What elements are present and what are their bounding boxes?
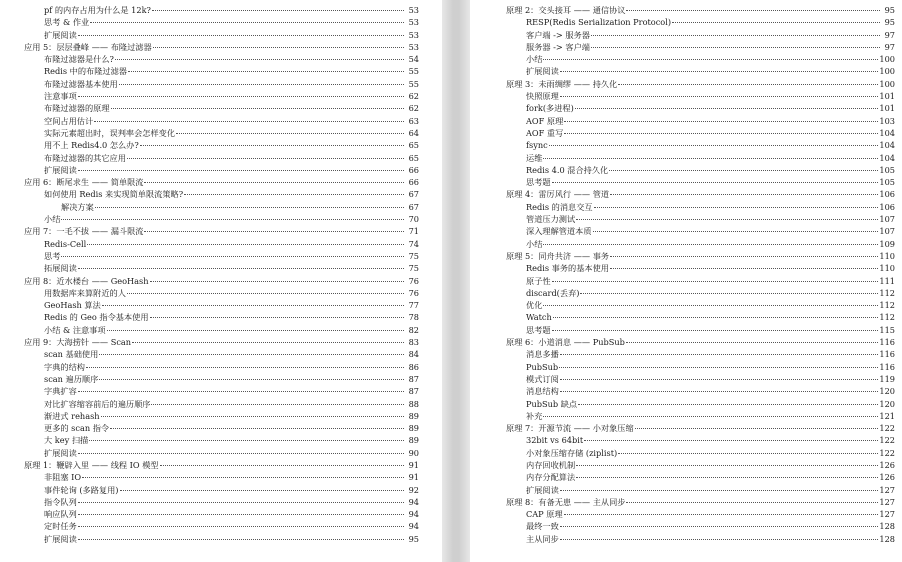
toc-entry-title: 扩展阅读	[44, 164, 77, 175]
toc-entry-title: 注意事项	[44, 91, 77, 102]
toc-page-number: 92	[408, 484, 419, 495]
toc-entry-title: 小结	[526, 54, 543, 65]
toc-dot-leader	[591, 39, 880, 48]
toc-page-number: 53	[408, 17, 419, 28]
toc-entry-title: 消息多播	[526, 349, 559, 360]
toc-page-number: 116	[879, 349, 895, 360]
toc-page-number: 126	[879, 472, 895, 483]
toc-page-number: 76	[408, 275, 419, 286]
right-page	[470, 0, 902, 562]
toc-entry-title: 应用 5：层层叠峰 —— 布隆过滤器	[24, 41, 152, 52]
toc-entry-title: 布隆过滤器的其它应用	[44, 152, 126, 163]
toc-page-number: 75	[408, 263, 419, 274]
toc-dot-leader	[152, 2, 404, 11]
toc-page-number: 116	[879, 361, 895, 372]
toc-page-number: 94	[408, 496, 419, 507]
toc-entry-title: 消息结构	[526, 386, 559, 397]
toc-page-number: 104	[879, 140, 895, 151]
left-page	[0, 0, 442, 562]
toc-page-number: 101	[879, 103, 895, 114]
toc-dot-leader	[115, 51, 404, 60]
toc-entry-title: 原理 7：开源节流 —— 小对象压缩	[506, 423, 634, 434]
toc-entry-title: 如何使用 Redis 来实现简单限流策略?	[44, 189, 184, 200]
toc-dot-leader	[672, 14, 880, 23]
toc-dot-leader	[635, 420, 879, 429]
toc-page-number: 104	[879, 152, 895, 163]
toc-page-number: 100	[879, 54, 895, 65]
toc-dot-leader	[107, 322, 404, 331]
toc-page-number: 109	[879, 238, 895, 249]
toc-page-number: 105	[879, 164, 895, 175]
toc-entry-title: Watch	[526, 312, 552, 323]
toc-dot-leader	[543, 297, 878, 306]
toc-dot-leader	[553, 309, 879, 318]
toc-page-number: 83	[408, 337, 419, 348]
toc-page-number: 89	[408, 423, 419, 434]
toc-page-number: 66	[408, 164, 419, 175]
toc-entry-title: 原理 1：鞭辟入里 —— 线程 IO 模型	[24, 459, 159, 470]
toc-entry-title: 更多的 scan 指令	[44, 423, 110, 434]
toc-entry-title: 思考	[44, 250, 61, 261]
toc-page-number: 100	[879, 66, 895, 77]
toc-entry-title: Redis 中的布隆过滤器	[44, 66, 127, 77]
toc-dot-leader	[119, 76, 404, 85]
toc-entry-title: AOF 重写	[526, 127, 564, 138]
toc-entry-title: 应用 7：一毛不拔 —— 漏斗限流	[24, 226, 144, 237]
toc-entry-title: 非阻塞 IO	[44, 472, 82, 483]
toc-page-number: 78	[408, 312, 419, 323]
toc-dot-leader	[110, 420, 404, 429]
toc-dot-leader	[90, 14, 404, 23]
toc-entry-title: 大 key 扫描	[44, 435, 89, 446]
toc-page-number: 62	[408, 91, 419, 102]
toc-entry-title: 扩展阅读	[526, 484, 559, 495]
toc-entry-title: Redis 的 Geo 指令基本使用	[44, 312, 149, 323]
toc-page-number: 88	[408, 398, 419, 409]
toc-entry-title: 运维	[526, 152, 543, 163]
toc-page-number: 127	[879, 496, 895, 507]
toc-entry-title: 布隆过滤器基本使用	[44, 78, 118, 89]
toc-page-number: 89	[408, 410, 419, 421]
toc-entry-title: 原理 8：有备无患 —— 主从同步	[506, 496, 626, 507]
toc-entry-title: 扩展阅读	[44, 447, 77, 458]
toc-page-number: 91	[408, 472, 419, 483]
toc-entry-title: 思考题	[526, 324, 551, 335]
toc-entry-title: pf 的内存占用为什么是 12k?	[44, 5, 151, 15]
toc-dot-leader	[560, 371, 879, 380]
toc-dot-leader	[127, 285, 404, 294]
toc-dot-leader	[543, 150, 878, 159]
toc-page-number: 112	[879, 300, 895, 311]
toc-page-number: 63	[408, 115, 419, 126]
toc-dot-leader	[99, 346, 404, 355]
toc-dot-leader	[626, 2, 880, 11]
toc-dot-leader	[78, 162, 404, 171]
toc-dot-leader	[584, 432, 878, 441]
toc-entry-title: 32bit vs 64bit	[526, 435, 584, 446]
toc-entry-title: discard(丢弃)	[526, 287, 580, 298]
toc-entry-title: 布隆过滤器的原理	[44, 103, 110, 114]
toc-page-number: 128	[879, 533, 895, 544]
toc-dot-leader	[78, 383, 404, 392]
toc-entry-title: PubSub	[526, 361, 559, 372]
toc-dot-leader	[576, 457, 878, 466]
toc-entry-title: 用数据库来算附近的人	[44, 287, 126, 298]
toc-dot-leader	[86, 359, 404, 368]
toc-section-entry[interactable]	[506, 533, 895, 545]
toc-page-number: 112	[879, 312, 895, 323]
toc-entry-title: GeoHash 算法	[44, 300, 101, 311]
toc-dot-leader	[626, 334, 879, 343]
toc-dot-leader	[144, 174, 404, 183]
toc-dot-leader	[576, 469, 878, 478]
toc-dot-leader	[591, 27, 880, 36]
toc-page-number: 97	[884, 41, 895, 52]
toc-dot-leader	[160, 457, 404, 466]
toc-page-number: 53	[408, 5, 419, 15]
toc-dot-leader	[127, 150, 404, 159]
toc-page-number: 65	[408, 152, 419, 163]
toc-entry-title: 快照原理	[526, 91, 559, 102]
toc-page-number: 106	[879, 201, 895, 212]
toc-entry-title: 深入理解管道本质	[526, 226, 592, 237]
toc-entry-title: 小结	[44, 214, 61, 225]
toc-page-number: 53	[408, 29, 419, 40]
toc-entry-title: CAP 原理	[526, 509, 563, 520]
toc-entry-title: Redis 4.0 混合持久化	[526, 164, 609, 175]
toc-page-number: 110	[879, 263, 895, 274]
toc-page-number: 67	[408, 189, 419, 200]
toc-dot-leader	[144, 223, 404, 232]
toc-dot-leader	[560, 531, 879, 540]
toc-page-number: 100	[879, 78, 895, 89]
toc-dot-leader	[78, 531, 404, 540]
toc-dot-leader	[559, 359, 878, 368]
toc-dot-leader	[560, 88, 879, 97]
toc-dot-leader	[111, 100, 404, 109]
toc-dot-leader	[120, 482, 405, 491]
toc-page-number: 95	[884, 5, 895, 15]
toc-dot-leader	[560, 482, 879, 491]
toc-entry-title: 对比扩容缩容前后的遍历顺序	[44, 398, 151, 409]
toc-page-number: 97	[884, 29, 895, 40]
toc-dot-leader	[101, 408, 404, 417]
toc-entry-title: 内存回收机制	[526, 459, 576, 470]
toc-dot-leader	[564, 113, 878, 122]
toc-entry-title: 原理 2：交头接耳 —— 通信协议	[506, 5, 626, 15]
toc-entry-title: 思考题	[526, 177, 551, 188]
toc-list-left	[24, 4, 419, 545]
toc-entry-title: 思考 & 作业	[44, 17, 90, 28]
toc-dot-leader	[78, 88, 404, 97]
toc-page-number: 55	[408, 66, 419, 77]
toc-page-number: 55	[408, 78, 419, 89]
toc-entry-title: 解决方案	[61, 201, 94, 212]
toc-dot-leader	[576, 211, 878, 220]
toc-dot-leader	[78, 445, 404, 454]
toc-entry-title: 管道压力测试	[526, 214, 576, 225]
toc-dot-leader	[580, 285, 878, 294]
toc-entry-title: fsync	[526, 140, 548, 151]
toc-page-number: 76	[408, 287, 419, 298]
toc-entry-title: PubSub 缺点	[526, 398, 578, 409]
toc-page-number: 95	[408, 533, 419, 544]
toc-dot-leader	[78, 518, 404, 527]
toc-dot-leader	[552, 174, 879, 183]
toc-entry-title: 优化	[526, 300, 543, 311]
toc-page-number: 120	[879, 386, 895, 397]
toc-page-number: 103	[879, 115, 895, 126]
toc-dot-leader	[610, 248, 878, 257]
toc-page-number: 75	[408, 250, 419, 261]
toc-page-number: 122	[879, 447, 895, 458]
toc-page-number: 89	[408, 435, 419, 446]
toc-entry-title: Redis 事务的基本使用	[526, 263, 609, 274]
toc-page-number: 90	[408, 447, 419, 458]
toc-dot-leader	[626, 494, 878, 503]
toc-dot-leader	[61, 248, 404, 257]
toc-dot-leader	[140, 137, 404, 146]
toc-page-number: 86	[408, 361, 419, 372]
toc-entry-title: 扩展阅读	[44, 29, 77, 40]
toc-dot-leader	[543, 51, 878, 60]
toc-entry-title: 原理 3：未雨绸缪 —— 持久化	[506, 78, 618, 89]
toc-page-number: 71	[408, 226, 419, 237]
toc-entry-title: scan 基础使用	[44, 349, 99, 360]
toc-list-right	[506, 4, 895, 545]
toc-page-number: 111	[879, 275, 895, 286]
toc-dot-leader	[543, 236, 878, 245]
toc-dot-leader	[176, 125, 404, 134]
toc-dot-leader	[594, 199, 879, 208]
toc-dot-leader	[102, 297, 404, 306]
toc-dot-leader	[151, 396, 404, 405]
toc-page-number: 105	[879, 177, 895, 188]
toc-dot-leader	[564, 506, 879, 515]
toc-entry-title: 服务器 -> 客户端	[526, 41, 590, 52]
toc-page-number: 74	[408, 238, 419, 249]
page-gutter	[442, 0, 470, 562]
toc-entry-title: 字典的结构	[44, 361, 85, 372]
toc-entry-title: 布隆过滤器是什么?	[44, 54, 114, 65]
toc-page-number: 82	[408, 324, 419, 335]
toc-dot-leader	[593, 223, 879, 232]
toc-dot-leader	[575, 100, 879, 109]
toc-entry-title: 应用 8：近水楼台 —— GeoHash	[24, 275, 149, 286]
toc-dot-leader	[578, 396, 878, 405]
toc-dot-leader	[564, 125, 878, 134]
toc-entry-title: 内存分配算法	[526, 472, 576, 483]
toc-page-number: 110	[879, 250, 895, 261]
toc-entry-title: 模式订阅	[526, 373, 559, 384]
toc-entry-title: 原理 6：小道消息 —— PubSub	[506, 337, 625, 348]
toc-page-number: 95	[884, 17, 895, 28]
toc-page-number: 119	[879, 373, 895, 384]
toc-dot-leader	[560, 518, 879, 527]
toc-entry-title: fork(多进程)	[526, 103, 574, 114]
toc-page-number: 120	[879, 398, 895, 409]
toc-entry-title: 原子性	[526, 275, 551, 286]
toc-dot-leader	[610, 260, 878, 269]
toc-entry-title: 最终一致	[526, 521, 559, 532]
toc-entry-title: 客户端 -> 服务器	[526, 29, 590, 40]
toc-dot-leader	[150, 309, 404, 318]
toc-entry-title: 渐进式 rehash	[44, 410, 100, 421]
toc-page-number: 91	[408, 459, 419, 470]
toc-page-number: 77	[408, 300, 419, 311]
toc-page-number: 107	[879, 214, 895, 225]
toc-page-number: 87	[408, 373, 419, 384]
toc-entry-title: 定时任务	[44, 521, 77, 532]
toc-dot-leader	[618, 445, 878, 454]
toc-page-number: 87	[408, 386, 419, 397]
toc-page-number: 115	[879, 324, 895, 335]
toc-dot-leader	[82, 469, 404, 478]
toc-entry-title: 空间占用估计	[44, 115, 94, 126]
toc-entry-title: 用不上 Redis4.0 怎么办?	[44, 140, 139, 151]
toc-entry-title: Redis 的消息交互	[526, 201, 593, 212]
toc-dot-leader	[560, 346, 879, 355]
toc-page-number: 53	[408, 41, 419, 52]
toc-entry-title: 实际元素超出时，误判率会怎样变化	[44, 127, 176, 138]
toc-dot-leader	[94, 113, 404, 122]
toc-page-number: 104	[879, 127, 895, 138]
toc-entry-title: 补充	[526, 410, 543, 421]
toc-dot-leader	[549, 137, 879, 146]
toc-entry-title: 指令队列	[44, 496, 77, 507]
toc-dot-leader	[543, 408, 878, 417]
toc-dot-leader	[184, 186, 404, 195]
toc-dot-leader	[128, 63, 404, 72]
toc-page-number: 66	[408, 177, 419, 188]
toc-dot-leader	[87, 236, 404, 245]
toc-entry-title: 应用 9：大海捞针 —— Scan	[24, 337, 132, 348]
toc-entry-title: 扩展阅读	[44, 533, 77, 544]
toc-dot-leader	[89, 432, 404, 441]
toc-dot-leader	[153, 39, 404, 48]
toc-page-number: 121	[879, 410, 895, 421]
toc-entry-title: 小对象压缩存储 (ziplist)	[526, 447, 618, 458]
toc-dot-leader	[78, 260, 404, 269]
toc-page-number: 128	[879, 521, 895, 532]
toc-entry-title: 扩展阅读	[526, 66, 559, 77]
toc-page-number: 101	[879, 91, 895, 102]
toc-dot-leader	[618, 76, 878, 85]
toc-page-number: 54	[408, 54, 419, 65]
toc-entry-title: Redis-Cell	[44, 238, 87, 249]
toc-page-number: 65	[408, 140, 419, 151]
toc-dot-leader	[552, 273, 879, 282]
toc-page-number: 94	[408, 509, 419, 520]
toc-page-number: 126	[879, 459, 895, 470]
toc-dot-leader	[61, 211, 404, 220]
toc-dot-leader	[560, 63, 879, 72]
toc-dot-leader	[95, 199, 404, 208]
toc-entry-title: RESP(Redis Serialization Protocol)	[526, 17, 672, 28]
toc-dot-leader	[78, 494, 404, 503]
toc-page-number: 107	[879, 226, 895, 237]
toc-dot-leader	[78, 506, 404, 515]
toc-page-number: 122	[879, 423, 895, 434]
toc-section-entry[interactable]	[24, 533, 419, 545]
toc-entry-title: 小结	[526, 238, 543, 249]
toc-dot-leader	[609, 162, 878, 171]
toc-entry-title: 应用 6：断尾求生 —— 简单限流	[24, 177, 144, 188]
toc-dot-leader	[610, 186, 878, 195]
toc-page-number: 84	[408, 349, 419, 360]
toc-entry-title: 主从同步	[526, 533, 559, 544]
toc-entry-title: scan 遍历顺序	[44, 373, 99, 384]
toc-page-number: 116	[879, 337, 895, 348]
toc-entry-title: 原理 4：雷厉风行 —— 管道	[506, 189, 610, 200]
toc-entry-title: AOF 原理	[526, 115, 564, 126]
toc-entry-title: 字典扩容	[44, 386, 77, 397]
toc-page-number: 67	[408, 201, 419, 212]
toc-entry-title: 原理 5：同舟共济 —— 事务	[506, 250, 610, 261]
toc-page-number: 127	[879, 509, 895, 520]
toc-dot-leader	[132, 334, 404, 343]
toc-page-number: 64	[408, 127, 419, 138]
toc-page-number: 106	[879, 189, 895, 200]
toc-page-number: 62	[408, 103, 419, 114]
toc-page-number: 112	[879, 287, 895, 298]
toc-entry-title: 事件轮询 (多路复用)	[44, 484, 119, 495]
toc-page-number: 122	[879, 435, 895, 446]
toc-entry-title: 响应队列	[44, 509, 77, 520]
toc-dot-leader	[78, 27, 404, 36]
toc-page-number: 127	[879, 484, 895, 495]
toc-page-number: 94	[408, 521, 419, 532]
toc-dot-leader	[552, 322, 879, 331]
toc-entry-title: 拓展阅读	[44, 263, 77, 274]
toc-dot-leader	[560, 383, 879, 392]
toc-entry-title: 小结 & 注意事项	[44, 324, 106, 335]
toc-dot-leader	[150, 273, 404, 282]
toc-dot-leader	[99, 371, 404, 380]
toc-page-number: 70	[408, 214, 419, 225]
